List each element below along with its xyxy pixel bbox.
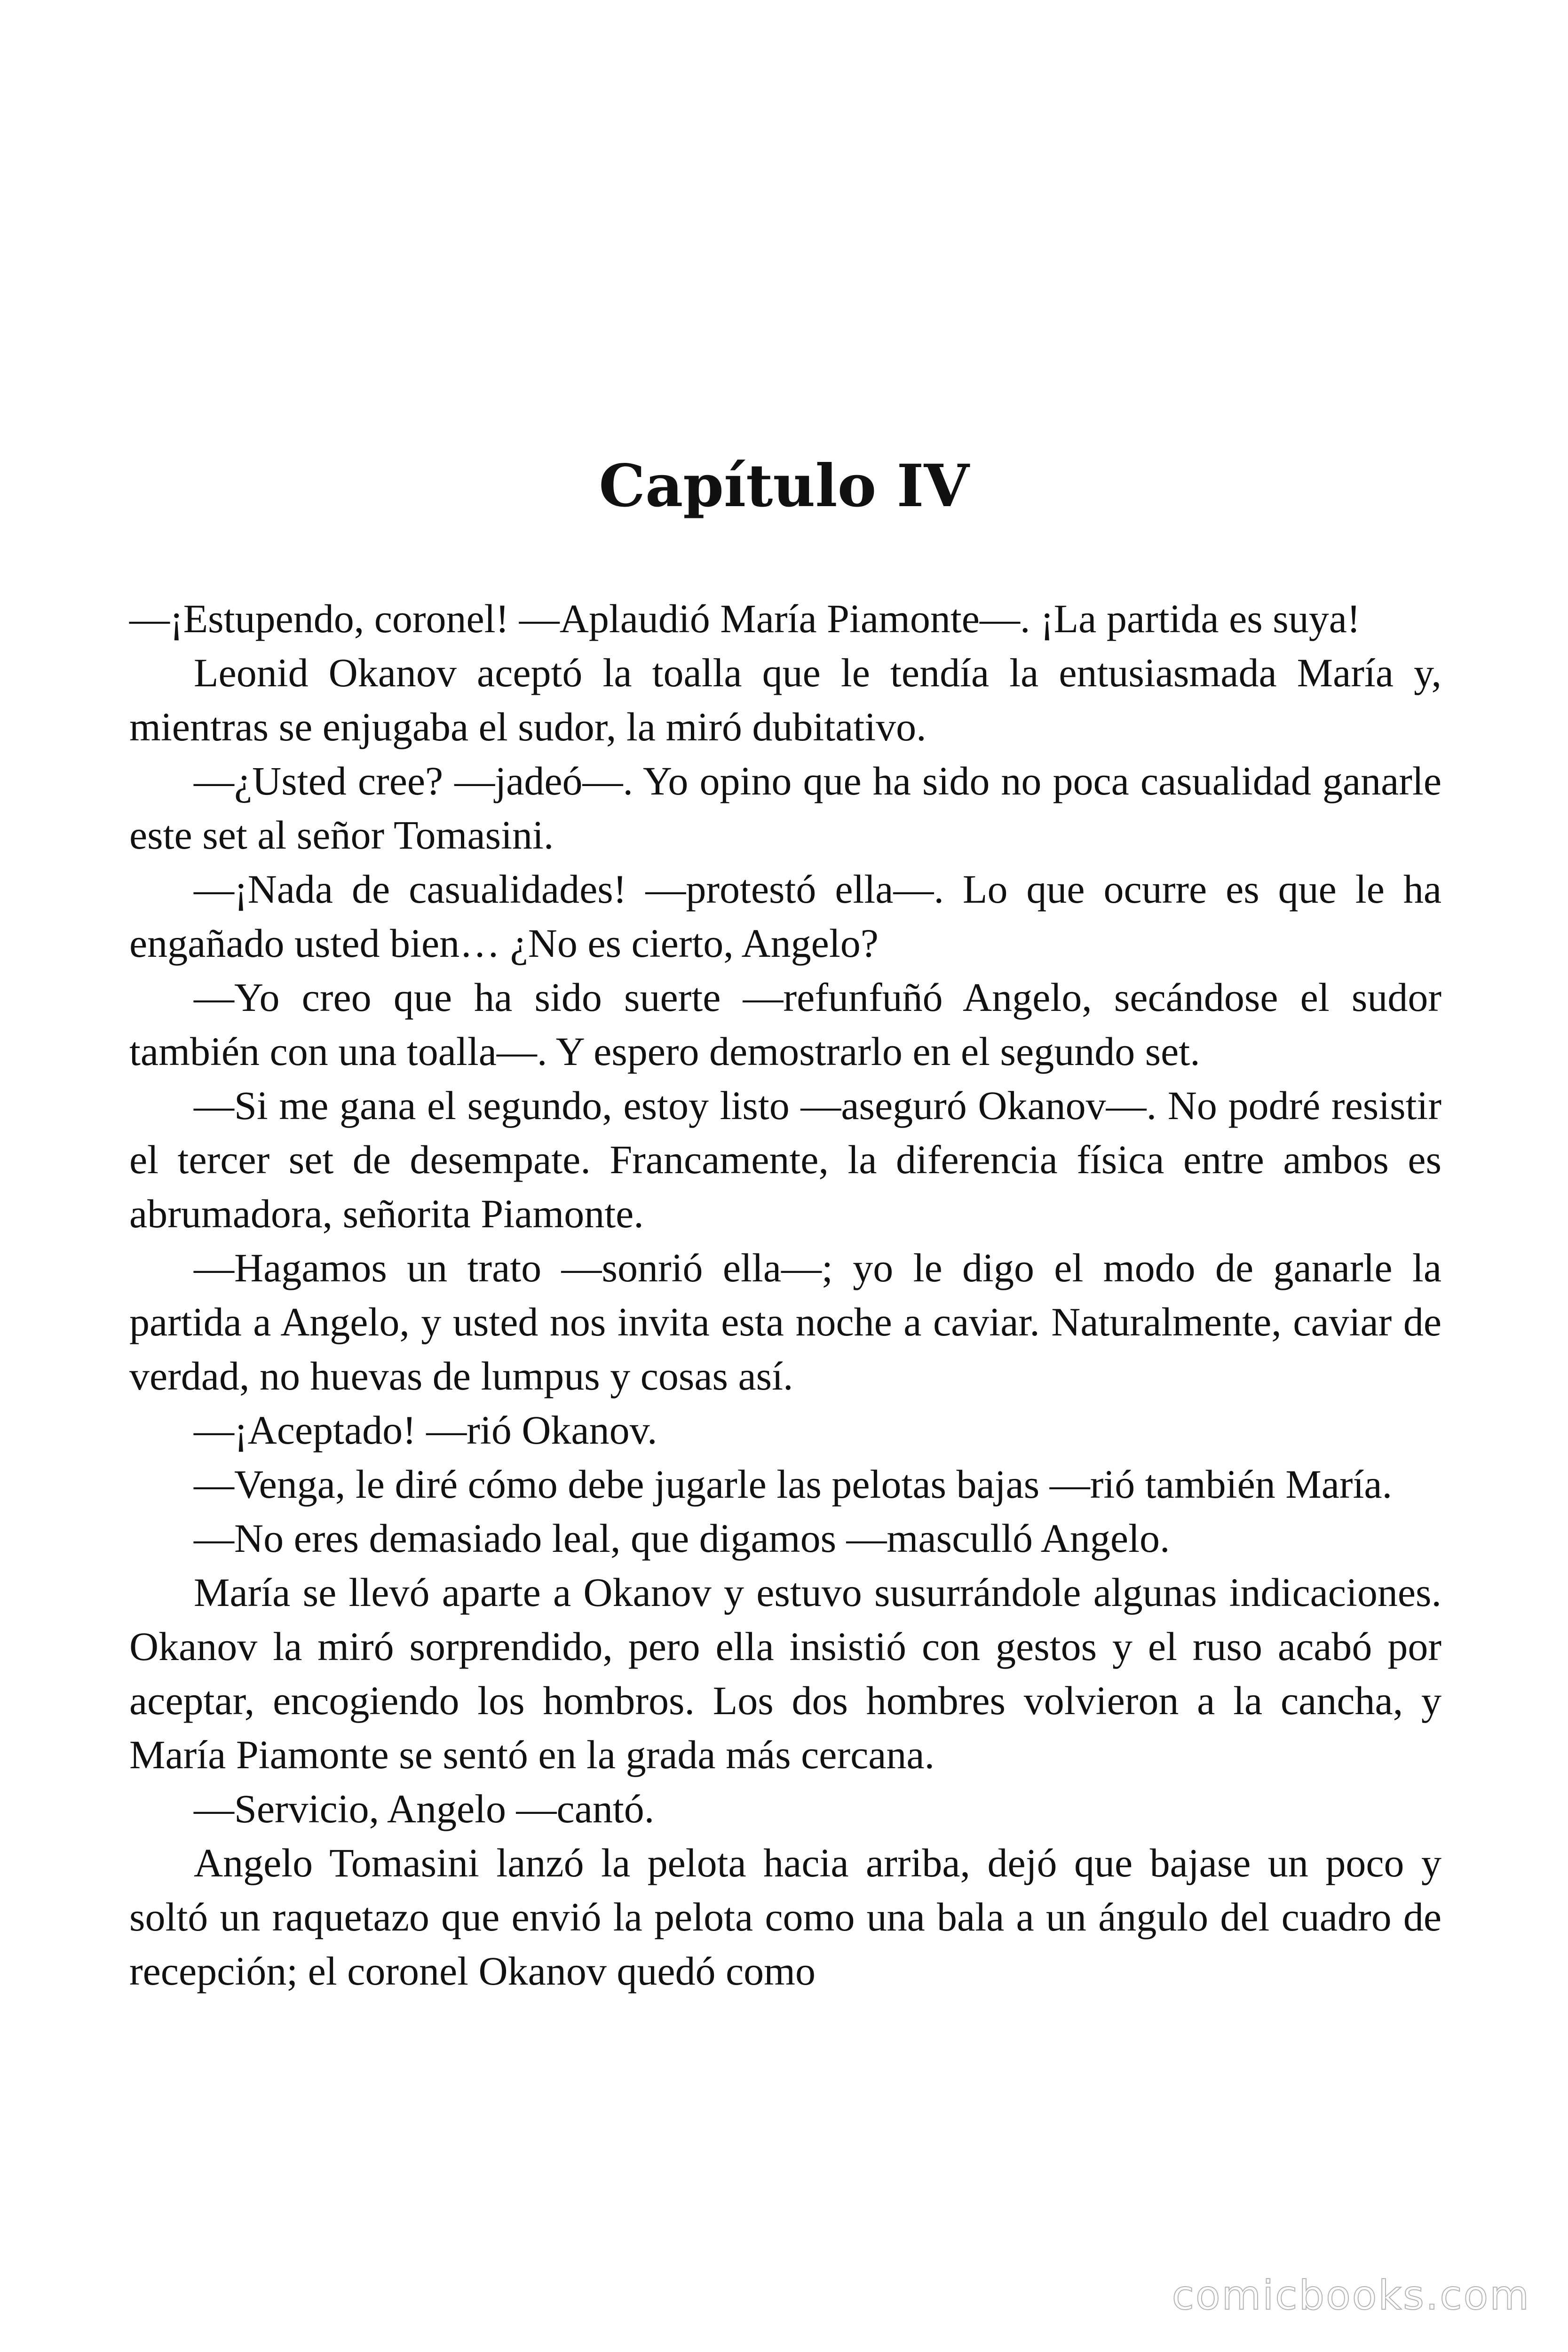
paragraph: María se llevó aparte a Okanov y estuvo susurrándole algunas indicaciones. Okanov la miró sorprendido, pero ella insistió con gestos y el ruso acabó por aceptar, encogiendo los hombros. Los dos hombres volvieron a la cancha, y María Piamonte se sentó en la grada más cercana. bbox=[129, 1570, 1441, 1777]
paragraph: —¡Nada de casualidades! —protestó ella—. Lo que ocurre es que le ha engañado usted bien… ¿No es cierto, Angelo? bbox=[129, 866, 1441, 966]
chapter-title: Capítulo IV bbox=[599, 452, 969, 520]
paragraph: —Venga, le diré cómo debe jugarle las pelotas bajas —rió también María. bbox=[194, 1462, 1393, 1507]
paragraph: Leonid Okanov aceptó la toalla que le tendía la entusiasmada María y, mientras se enjugaba el sudor, la miró dubitativo. bbox=[129, 650, 1441, 749]
paragraph: —Servicio, Angelo —cantó. bbox=[194, 1786, 655, 1831]
paragraph: —¡Estupendo, coronel! —Aplaudió María Piamonte—. ¡La partida es suya! bbox=[129, 596, 1361, 641]
paragraph: —¡Aceptado! —rió Okanov. bbox=[194, 1407, 657, 1453]
paragraph: —Hagamos un trato —sonrió ella—; yo le digo el modo de ganarle la partida a Angelo, y usted nos invita esta noche a caviar. Naturalmente, caviar de verdad, no huevas de lumpus y cosas así. bbox=[129, 1245, 1441, 1398]
chapter-body bbox=[129, 592, 1441, 1998]
paragraph: —¿Usted cree? —jadeó—. Yo opino que ha sido no poca casualidad ganarle este set al señor Tomasini. bbox=[129, 758, 1441, 858]
watermark-logo: comicbooks.com bbox=[1172, 2272, 1530, 2319]
paragraph: —No eres demasiado leal, que digamos —masculló Angelo. bbox=[194, 1516, 1170, 1561]
paragraph: —Yo creo que ha sido suerte —refunfuñó Angelo, secándose el sudor también con una toalla—. Y espero demostrarlo en el segundo set. bbox=[129, 975, 1441, 1074]
paragraph: Angelo Tomasini lanzó la pelota hacia arriba, dejó que bajase un poco y soltó un raquetazo que envió la pelota como una bala a un ángulo del cuadro de recepción; el coronel Okanov quedó como bbox=[129, 1840, 1441, 1994]
paragraph: —Si me gana el segundo, estoy listo —aseguró Okanov—. No podré resistir el tercer set de desempate. Francamente, la diferencia física entre ambos es abrumadora, señorita Piamonte. bbox=[129, 1083, 1441, 1236]
